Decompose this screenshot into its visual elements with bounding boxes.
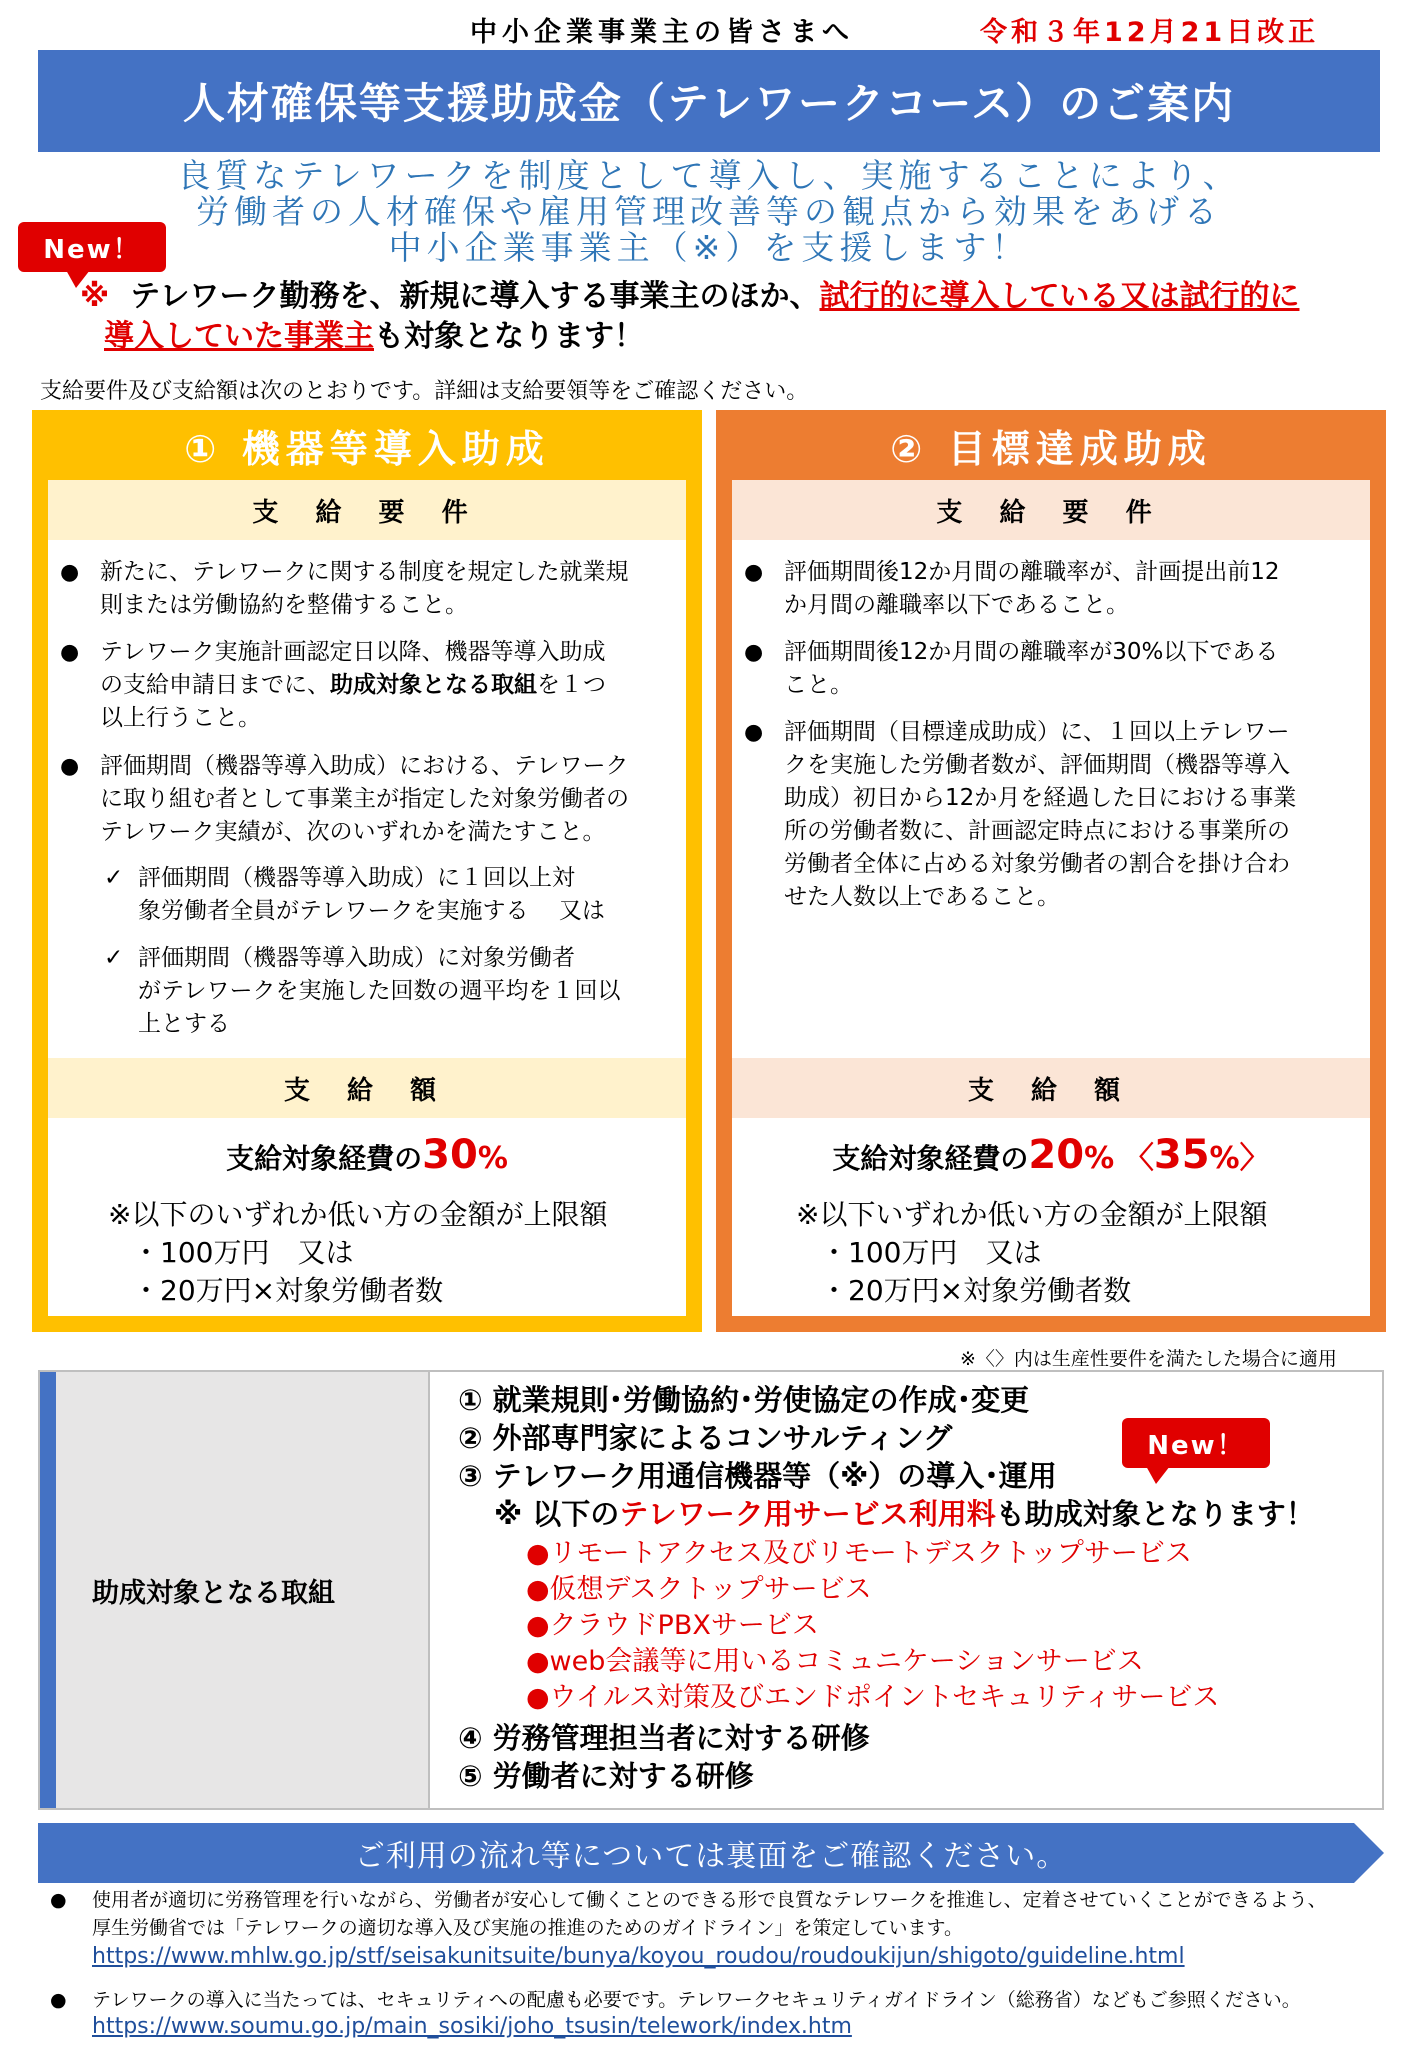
course2-bullet (732, 556, 1370, 622)
eligible-item: ③ テレワーク用通信機器等（※）の導入･運用 (458, 1459, 1057, 1493)
productivity-note: ※〈〉内は生産性要件を満たした場合に適用 (960, 1348, 1337, 1370)
course1-amount: 支給対象経費の30% (226, 1132, 508, 1178)
cap-note: ・100万円 又は (820, 1236, 1042, 1269)
course2-bullet (732, 636, 1370, 702)
check-line: 象労働者全員がテレワークを実施する 又は (138, 898, 605, 924)
page-title: 人材確保等支援助成金（テレワークコース）のご案内 (38, 50, 1380, 152)
course2-title: ② 目標達成助成 (890, 426, 1212, 471)
service-item: ●仮想デスクトップサービス (526, 1574, 872, 1605)
bullet-line: 所の労働者数に、計画認定時点における事業所の (784, 818, 1290, 844)
bullet-line: 助成）初日から12か月を経過した日における事業 (784, 785, 1297, 811)
cap-note: ・20万円×対象労働者数 (132, 1274, 444, 1307)
new-badge: New！ (18, 222, 166, 272)
course2-amount: 支給対象経費の20% 〈35%〉 (832, 1132, 1270, 1178)
eligible-item: ⑤ 労働者に対する研修 (458, 1759, 754, 1793)
course2-amount-body (732, 1118, 1370, 1316)
course1-check (48, 862, 686, 928)
intro-line: 中小企業事業主（※）を支援します！ (388, 228, 1030, 267)
bullet-line: こと。 (784, 672, 853, 698)
revision-date: 令和３年12月21日改正 (980, 17, 1320, 48)
flow-banner (38, 1823, 1384, 1883)
guideline-link[interactable]: https://www.mhlw.go.jp/stf/seisakunitsuite/bunya/koyou_roudou/roudoukijun/shigoto/guideline.html (92, 1944, 1185, 1969)
requirements-intro: 支給要件及び支給額は次のとおりです。詳細は支給要領等をご確認ください。 (40, 379, 809, 404)
audience-heading: 中小企業事業主の皆さまへ (470, 17, 854, 48)
service-fee-note: ※ 以下のテレワーク用サービス利用料も助成対象となります！ (494, 1497, 1315, 1531)
check-icon: ✓ (104, 865, 124, 891)
bullet-dot: ● (60, 754, 80, 779)
footer-line: 使用者が適切に労務管理を行いながら、労働者が安心して働くことのできる形で良質なテレワークを推進し、定着させていくことができるよう、 (92, 1889, 1327, 1911)
service-item: ●ウイルス対策及びエンドポイントセキュリティサービス (526, 1682, 1220, 1713)
check-line: 評価期間（機器等導入助成）に対象労働者 (138, 945, 575, 971)
new-badge: New！ (1122, 1418, 1270, 1468)
footer-bullet-dot: ● (50, 1989, 67, 2011)
bullet-dot: ● (744, 640, 764, 665)
new-target-note (80, 278, 1299, 316)
bullet-line: 評価期間後12か月間の離職率が30%以下である (784, 639, 1279, 665)
service-item: ●リモートアクセス及びリモートデスクトップサービス (526, 1538, 1192, 1569)
note-highlight-2: 導入していた事業主 (104, 319, 374, 354)
eligible-label: 助成対象となる取組 (56, 1372, 428, 1808)
service-item: ●クラウドPBXサービス (526, 1610, 819, 1641)
bullet-dot: ● (744, 720, 764, 745)
footer-line: 厚生労働省では「テレワークの適切な導入及び実施の推進のためのガイドライン」を策定しています。 (92, 1917, 963, 1939)
course1-cap-notes (108, 1196, 607, 1310)
bullet-line: せた人数以上であること。 (784, 884, 1060, 910)
check-icon: ✓ (104, 945, 124, 971)
course1-bullet (48, 556, 686, 622)
bullet-line: テレワーク実施計画認定日以降、機器等導入助成 (100, 639, 606, 665)
cap-note: ※以下のいずれか低い方の金額が上限額 (108, 1198, 608, 1231)
security-guideline-link[interactable]: https://www.soumu.go.jp/main_sosiki/joho_tsusin/telework/index.htm (92, 2014, 852, 2039)
bullet-line: テレワーク実績が、次のいずれかを満たすこと。 (100, 819, 606, 845)
bullet-line: に取り組む者として事業主が指定した対象労働者の (100, 786, 629, 812)
course1-rate: 30 (422, 1132, 478, 1178)
note-text-1: テレワーク勤務を、新規に導入する事業主のほか、 (130, 279, 820, 314)
bullet-line: 評価期間（目標達成助成）に、１回以上テレワー (784, 719, 1290, 745)
bullet-line: 評価期間後12か月間の離職率が、計画提出前12 (784, 559, 1280, 585)
course2-rate-productivity: 35 (1153, 1132, 1210, 1178)
intro-line: 良質なテレワークを制度として導入し、実施することにより、 (177, 156, 1241, 195)
bullet-line: か月間の離職率以下であること。 (784, 592, 1129, 618)
cap-note: ・100万円 又は (132, 1236, 354, 1269)
flow-banner-text: ご利用の流れ等については裏面をご確認ください。 (354, 1839, 1068, 1874)
course2-panel (716, 410, 1386, 1332)
bullet-dot: ● (744, 560, 764, 585)
course1-bullet (48, 750, 686, 849)
course2-rate: 20 (1028, 1132, 1085, 1178)
footer-note-1 (92, 1886, 1327, 1942)
cap-note: ※以下いずれか低い方の金額が上限額 (796, 1198, 1268, 1231)
service-fee-highlight: テレワーク用サービス利用料 (619, 1497, 996, 1531)
course2-amount-heading: 支 給 額 (732, 1058, 1370, 1118)
course1-bullet (48, 636, 686, 735)
course2-cap-notes (796, 1196, 1267, 1310)
course1-amount-body (48, 1118, 686, 1316)
course2-req-heading: 支 給 要 件 (732, 480, 1370, 540)
course2-bullet (732, 716, 1370, 914)
course1-check (48, 942, 686, 1041)
course2-req-body (732, 540, 1370, 1064)
check-line: 評価期間（機器等導入助成）に１回以上対 (138, 865, 575, 891)
intro-line: 労働者の人材確保や雇用管理改善等の観点から効果をあげる (196, 192, 1222, 231)
footer-bullet-dot: ● (50, 1889, 67, 1911)
service-item: ●web会議等に用いるコミュニケーションサービス (526, 1646, 1144, 1677)
bullet-line: 以上行うこと。 (100, 705, 261, 731)
cap-note: ・20万円×対象労働者数 (820, 1274, 1132, 1307)
note-text-2: も対象となります！ (374, 319, 644, 354)
bullet-line: 評価期間（機器等導入助成）における、テレワーク (100, 753, 629, 779)
note-highlight-1: 試行的に導入している又は試行的に (819, 279, 1300, 314)
note-mark: ※ (80, 279, 110, 314)
eligible-item: ② 外部専門家によるコンサルティング (458, 1421, 953, 1455)
eligible-item: ④ 労務管理担当者に対する研修 (458, 1721, 870, 1755)
bold-phrase: 助成対象となる取組 (330, 672, 537, 698)
footer-note-2: テレワークの導入に当たっては、セキュリティへの配慮も必要です。テレワークセキュリティガイドライン（総務省）などもご参照ください。 (92, 1989, 1301, 2011)
course1-panel (32, 410, 702, 1332)
bullet-line: 労働者全体に占める対象労働者の割合を掛け合わ (784, 851, 1290, 877)
eligible-item: ① 就業規則･労働協約･労使協定の作成･変更 (458, 1383, 1030, 1417)
bullet-line: 則または労働協約を整備すること。 (100, 592, 468, 618)
check-line: がテレワークを実施した回数の週平均を１回以 (138, 978, 621, 1004)
course1-req-heading: 支 給 要 件 (48, 480, 686, 540)
course1-amount-heading: 支 給 額 (48, 1058, 686, 1118)
intro-text (0, 158, 1418, 266)
course1-req-body (48, 540, 686, 1064)
bullet-line: クを実施した労働者数が、評価期間（機器等導入 (784, 752, 1290, 778)
bullet-line: の支給申請日までに、助成対象となる取組を１つ (100, 672, 606, 698)
bullet-dot: ● (60, 640, 80, 665)
course1-title: ① 機器等導入助成 (184, 426, 550, 471)
check-line: 上とする (138, 1011, 230, 1037)
table-accent-bar (40, 1372, 56, 1808)
bullet-line: 新たに、テレワークに関する制度を規定した就業規 (100, 559, 629, 585)
new-target-note-2 (104, 318, 644, 356)
bullet-dot: ● (60, 560, 80, 585)
